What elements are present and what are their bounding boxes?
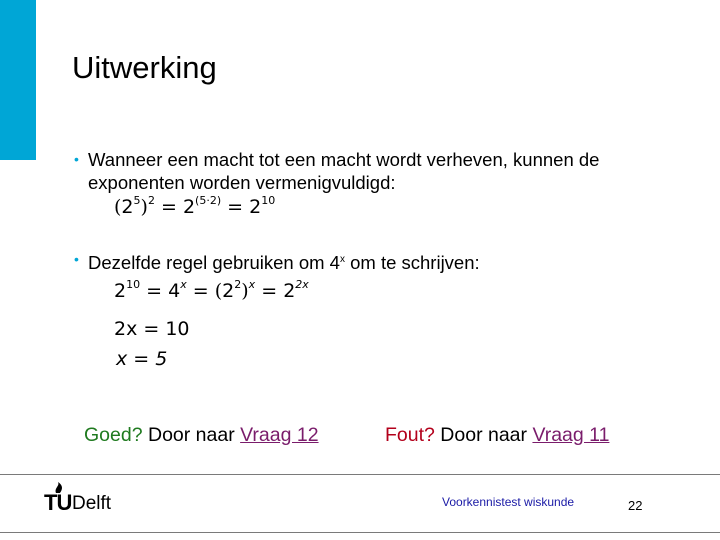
logo-tu: TU — [44, 490, 72, 515]
fout-label: Fout? — [385, 424, 435, 446]
fout-text: Door naar — [434, 424, 533, 446]
goed-navigation — [84, 424, 319, 447]
eq-inner-exponent: 2 — [234, 278, 242, 291]
eq-exponent: 5 — [133, 194, 141, 207]
accent-bar — [0, 0, 36, 160]
footer-divider — [0, 474, 720, 475]
link-vraag-11[interactable]: Vraag 11 — [532, 424, 610, 446]
open-paren: ( — [214, 280, 223, 302]
equation-solve-step: 2x = 10 — [114, 318, 190, 340]
bullet-dot: • — [74, 151, 79, 167]
fout-navigation — [385, 424, 609, 447]
eq-four: = 4 — [146, 280, 181, 302]
bullet-superscript: x — [339, 254, 345, 265]
eq-result: = 2 — [227, 196, 262, 218]
eq-result-exponent: 10 — [261, 194, 276, 207]
eq-outer-exponent: 2 — [147, 194, 155, 207]
footer-caption: Voorkennistest wiskunde — [442, 495, 575, 509]
equation-power-of-power — [114, 196, 275, 218]
equation-solution: x = 5 — [116, 348, 168, 370]
close-paren: ) — [140, 196, 148, 218]
close-paren: ) — [241, 280, 249, 302]
eq-base: 2 — [121, 196, 134, 218]
eq-middle: = 2 — [160, 196, 196, 218]
logo-delft: Delft — [72, 493, 112, 514]
link-vraag-12[interactable]: Vraag 12 — [240, 424, 319, 446]
bullet-text-post: om te schrijven: — [344, 252, 480, 274]
bullet-exponent-rule — [74, 148, 674, 194]
eq-equals: = — [192, 280, 209, 302]
slide-title: Uitwerking — [72, 50, 217, 85]
bullet-text — [88, 248, 674, 274]
equation-rewrite — [114, 280, 309, 302]
eq-lhs-exponent: 10 — [126, 278, 141, 291]
eq-result-exponent: 2x — [295, 278, 309, 291]
page-number: 22 — [628, 498, 643, 513]
bullet-dot: • — [74, 251, 79, 267]
eq-result: = 2 — [261, 280, 296, 302]
open-paren: ( — [114, 196, 122, 218]
eq-middle-exponent: (5·2) — [195, 194, 222, 207]
eq-outer-exponent: x — [248, 278, 256, 291]
eq-four-exponent: x — [180, 278, 187, 291]
bullet-same-rule — [74, 248, 674, 274]
eq-inner-base: 2 — [222, 280, 235, 302]
goed-text: Door naar — [142, 424, 241, 446]
footer-bottom-line — [0, 532, 720, 533]
goed-label: Goed? — [84, 424, 143, 446]
eq-lhs: 2 — [114, 280, 127, 302]
bullet-text-pre: Dezelfde regel gebruiken om 4 — [88, 252, 340, 274]
bullet-text: Wanneer een macht tot een macht wordt verheven, kunnen de exponenten worden vermenigvuldigd: — [88, 149, 600, 193]
